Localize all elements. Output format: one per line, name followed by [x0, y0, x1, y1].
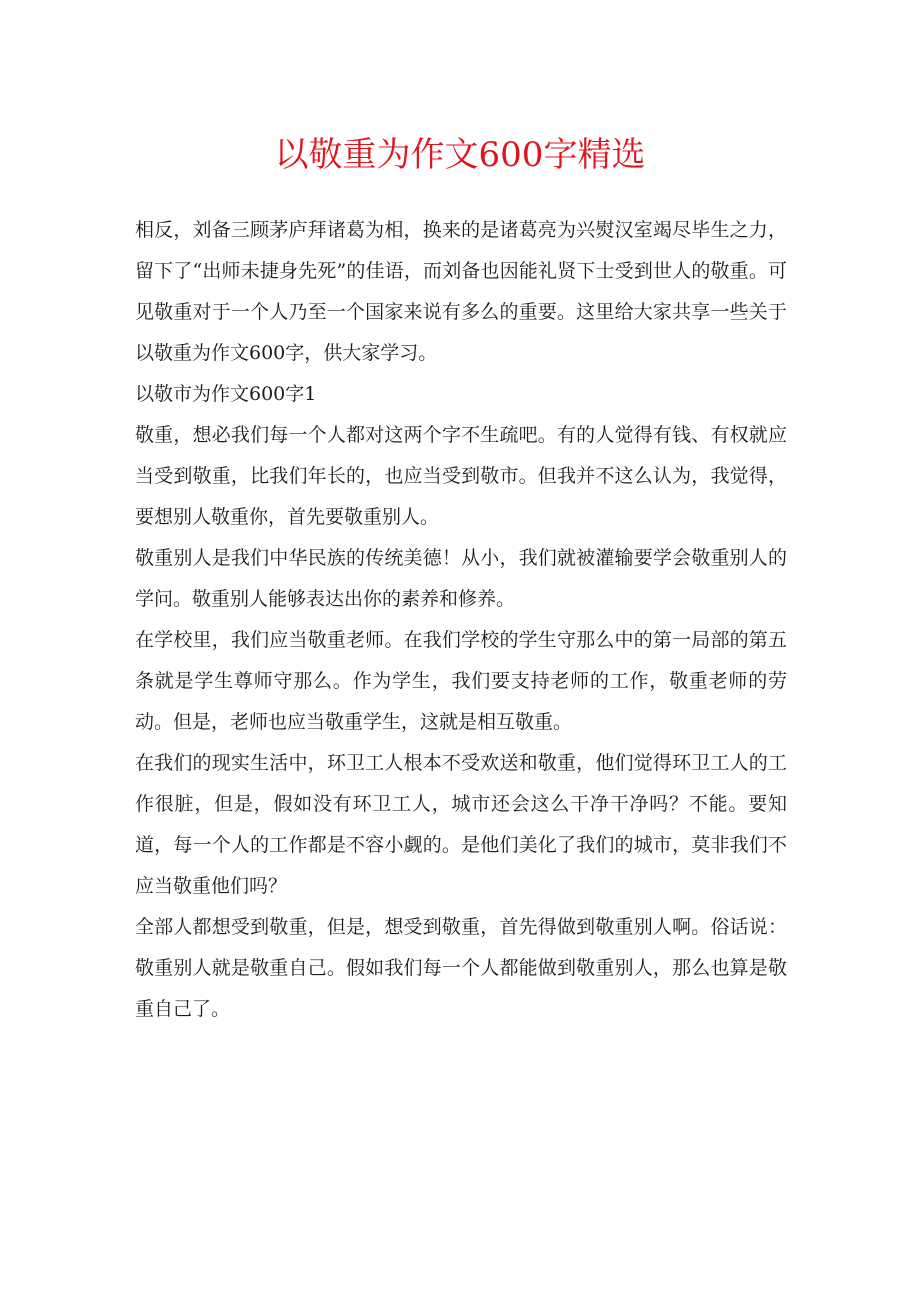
document-body: [135, 210, 787, 1030]
paragraph: 敬重，想必我们每一个人都对这两个字不生疏吧。有的人觉得有钱、有权就应当受到敬重，比我们年长的，也应当受到敬市。但我并不这么认为，我觉得，要想别人敬重你，首先要敬重别人。: [135, 424, 787, 528]
document-title: 以敬重为作文600字精选: [274, 135, 646, 175]
section-heading: 以敬市为作文600字1: [135, 383, 317, 405]
paragraph: 敬重别人是我们中华民族的传统美德！从小，我们就被灌输要学会敬重别人的学问。敬重别人能够表达出你的素养和修养。: [135, 547, 787, 610]
paragraph: 在学校里，我们应当敬重老师。在我们学校的学生守那么中的第一局部的第五条就是学生尊师守那么。作为学生，我们要支持老师的工作，敬重老师的劳动。但是，老师也应当敬重学生，这就是相互敬重。: [135, 629, 787, 733]
paragraph: 全部人都想受到敬重，但是，想受到敬重，首先得做到敬重别人啊。俗话说：敬重别人就是敬重自己。假如我们每一个人都能做到敬重别人，那么也算是敬重自己了。: [135, 916, 787, 1020]
paragraph-intro: 相反，刘备三顾茅庐拜诸葛为相，换来的是诸葛亮为兴熨汉室竭尽毕生之力，留下了“出师未捷身先死”的佳语，而刘备也因能礼贤下士受到世人的敬重。可见敬重对于一个人乃至一个国家来说有多么的重要。这里给大家共享一些关于以敬重为作文600字，供大家学习。: [135, 219, 787, 364]
paragraph: 在我们的现实生活中，环卫工人根本不受欢送和敬重，他们觉得环卫工人的工作很脏，但是，假如没有环卫工人，城市还会这么干净干净吗？不能。要知道，每一个人的工作都是不容小觑的。是他们美化了我们的城市，莫非我们不应当敬重他们吗？: [135, 752, 787, 897]
